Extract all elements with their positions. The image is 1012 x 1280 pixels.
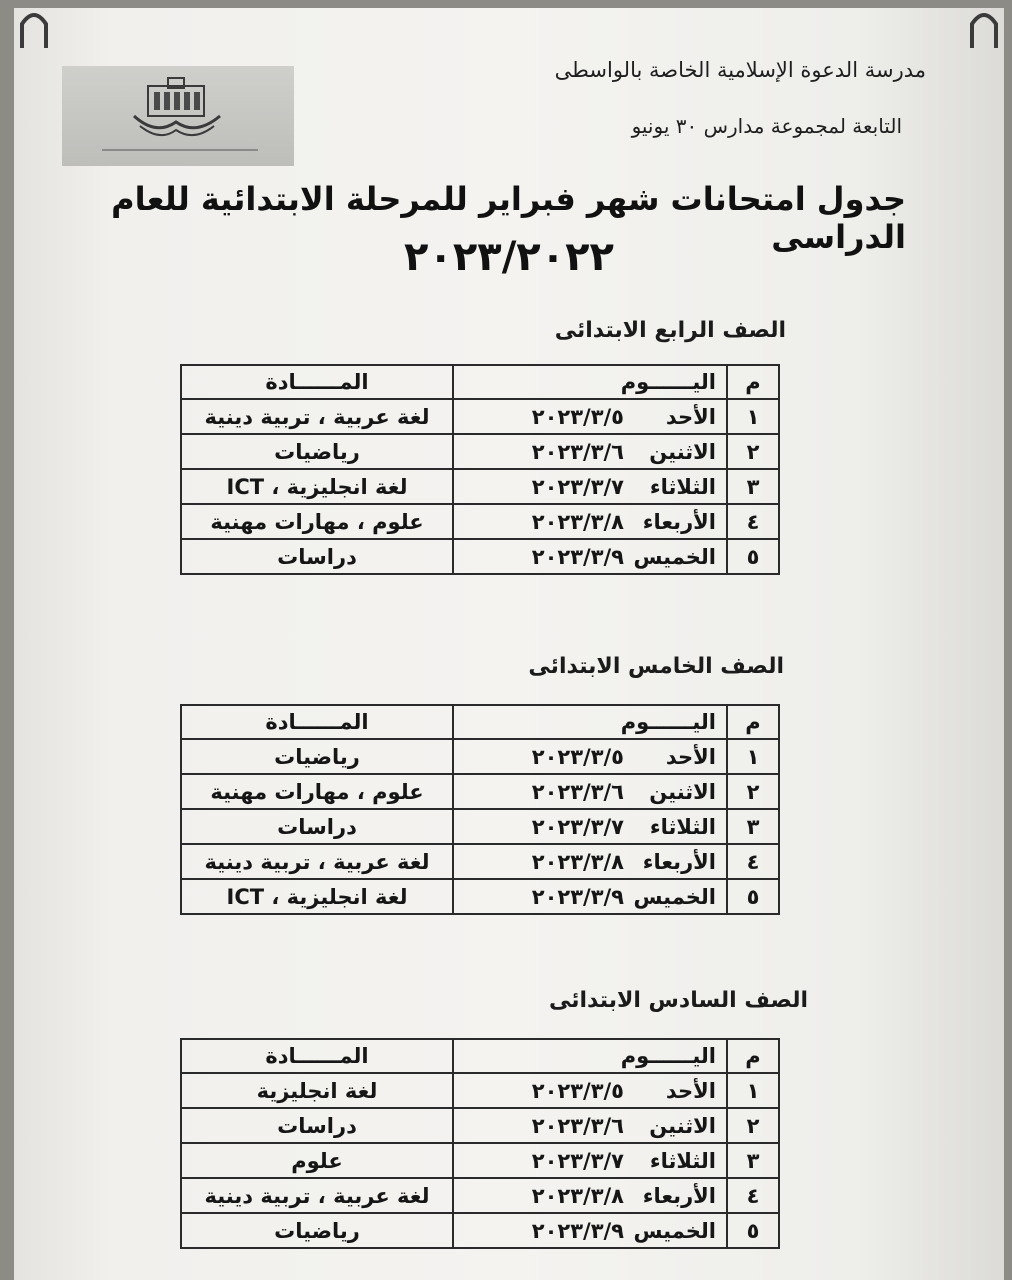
row-number: ٤ bbox=[727, 1178, 779, 1213]
grade-label: الصف الرابع الابتدائى bbox=[554, 318, 786, 343]
exam-date: ٢٠٢٣/٣/٦ bbox=[531, 1113, 624, 1138]
day-name: الخميس bbox=[633, 1218, 716, 1243]
day-name: الثلاثاء bbox=[649, 814, 716, 839]
grade-label: الصف السادس الابتدائى bbox=[548, 988, 808, 1013]
exam-date: ٢٠٢٣/٣/٥ bbox=[531, 744, 624, 769]
school-building-icon bbox=[62, 66, 294, 166]
row-subject: علوم ، مهارات مهنية bbox=[181, 774, 453, 809]
row-day bbox=[453, 469, 727, 504]
row-number: ٤ bbox=[727, 844, 779, 879]
table-row bbox=[181, 1143, 779, 1178]
table-row bbox=[181, 1178, 779, 1213]
row-subject: رياضيات bbox=[181, 739, 453, 774]
day-name: الاثنين bbox=[649, 439, 716, 464]
row-number: ٤ bbox=[727, 504, 779, 539]
exam-date: ٢٠٢٣/٣/٧ bbox=[531, 1148, 624, 1173]
table-row bbox=[181, 504, 779, 539]
punch-hole-decoration-left bbox=[14, 8, 64, 48]
day-name: الأحد bbox=[665, 404, 716, 429]
table-row bbox=[181, 1108, 779, 1143]
column-header-day: اليــــــوم bbox=[453, 365, 727, 399]
day-name: الثلاثاء bbox=[649, 474, 716, 499]
row-number: ٢ bbox=[727, 1108, 779, 1143]
row-day bbox=[453, 844, 727, 879]
row-day bbox=[453, 1143, 727, 1178]
row-number: ٣ bbox=[727, 469, 779, 504]
row-subject: رياضيات bbox=[181, 1213, 453, 1248]
grade-label: الصف الخامس الابتدائى bbox=[528, 654, 784, 679]
exam-date: ٢٠٢٣/٣/٩ bbox=[531, 544, 624, 569]
row-subject: رياضيات bbox=[181, 434, 453, 469]
table-row bbox=[181, 1073, 779, 1108]
row-day bbox=[453, 1073, 727, 1108]
row-subject: لغة انجليزية ، ICT bbox=[181, 469, 453, 504]
exam-date: ٢٠٢٣/٣/٩ bbox=[531, 884, 624, 909]
row-subject: علوم bbox=[181, 1143, 453, 1178]
table-row bbox=[181, 844, 779, 879]
day-name: الاثنين bbox=[649, 779, 716, 804]
table-row bbox=[181, 469, 779, 504]
exam-table-grade-6 bbox=[180, 1038, 780, 1249]
row-subject: دراسات bbox=[181, 1108, 453, 1143]
column-header-num: م bbox=[727, 365, 779, 399]
exam-date: ٢٠٢٣/٣/٨ bbox=[531, 849, 624, 874]
column-header-num: م bbox=[727, 1039, 779, 1073]
row-subject: لغة عربية ، تربية دينية bbox=[181, 844, 453, 879]
school-logo bbox=[62, 66, 294, 166]
table-row bbox=[181, 774, 779, 809]
exam-date: ٢٠٢٣/٣/٨ bbox=[531, 1183, 624, 1208]
row-subject: لغة عربية ، تربية دينية bbox=[181, 399, 453, 434]
row-subject: دراسات bbox=[181, 539, 453, 574]
exam-date: ٢٠٢٣/٣/٦ bbox=[531, 439, 624, 464]
row-day bbox=[453, 1213, 727, 1248]
table-row bbox=[181, 399, 779, 434]
document-title: جدول امتحانات شهر فبراير للمرحلة الابتدائية للعام الدراسى bbox=[111, 180, 906, 256]
exam-date: ٢٠٢٣/٣/٧ bbox=[531, 814, 624, 839]
row-day bbox=[453, 879, 727, 914]
day-name: الأربعاء bbox=[642, 849, 716, 874]
column-header-subject: المــــــادة bbox=[181, 705, 453, 739]
row-number: ٣ bbox=[727, 809, 779, 844]
column-header-num: م bbox=[727, 705, 779, 739]
school-name: مدرسة الدعوة الإسلامية الخاصة بالواسطى bbox=[554, 58, 926, 82]
row-day bbox=[453, 774, 727, 809]
exam-date: ٢٠٢٣/٣/٧ bbox=[531, 474, 624, 499]
row-subject: علوم ، مهارات مهنية bbox=[181, 504, 453, 539]
table-header-row bbox=[181, 1039, 779, 1073]
row-day bbox=[453, 539, 727, 574]
exam-table-grade-4 bbox=[180, 364, 780, 575]
day-name: الأربعاء bbox=[642, 1183, 716, 1208]
row-day bbox=[453, 1108, 727, 1143]
row-day bbox=[453, 399, 727, 434]
row-number: ١ bbox=[727, 1073, 779, 1108]
column-header-day: اليــــــوم bbox=[453, 1039, 727, 1073]
table-row bbox=[181, 809, 779, 844]
school-group: التابعة لمجموعة مدارس ٣٠ يونيو bbox=[631, 114, 902, 138]
exam-date: ٢٠٢٣/٣/٥ bbox=[531, 404, 624, 429]
row-day bbox=[453, 809, 727, 844]
row-day bbox=[453, 739, 727, 774]
exam-table-grade-5 bbox=[180, 704, 780, 915]
exam-date: ٢٠٢٣/٣/٥ bbox=[531, 1078, 624, 1103]
table-row bbox=[181, 539, 779, 574]
academic-year: ٢٠٢٣/٢٠٢٢ bbox=[404, 234, 614, 280]
table-header-row bbox=[181, 365, 779, 399]
row-number: ٢ bbox=[727, 434, 779, 469]
row-day bbox=[453, 504, 727, 539]
day-name: الثلاثاء bbox=[649, 1148, 716, 1173]
exam-date: ٢٠٢٣/٣/٩ bbox=[531, 1218, 624, 1243]
row-number: ٣ bbox=[727, 1143, 779, 1178]
exam-date: ٢٠٢٣/٣/٨ bbox=[531, 509, 624, 534]
row-number: ٥ bbox=[727, 1213, 779, 1248]
row-subject: لغة عربية ، تربية دينية bbox=[181, 1178, 453, 1213]
column-header-day: اليــــــوم bbox=[453, 705, 727, 739]
row-number: ١ bbox=[727, 739, 779, 774]
column-header-subject: المــــــادة bbox=[181, 1039, 453, 1073]
day-name: الأربعاء bbox=[642, 509, 716, 534]
table-row bbox=[181, 879, 779, 914]
punch-hole-decoration-right bbox=[954, 8, 1004, 48]
day-name: الخميس bbox=[633, 884, 716, 909]
table-row bbox=[181, 434, 779, 469]
day-name: الأحد bbox=[665, 1078, 716, 1103]
row-number: ٢ bbox=[727, 774, 779, 809]
day-name: الاثنين bbox=[649, 1113, 716, 1138]
row-number: ٥ bbox=[727, 539, 779, 574]
exam-date: ٢٠٢٣/٣/٦ bbox=[531, 779, 624, 804]
document-page bbox=[14, 8, 1004, 1280]
row-number: ٥ bbox=[727, 879, 779, 914]
table-header-row bbox=[181, 705, 779, 739]
day-name: الخميس bbox=[633, 544, 716, 569]
row-number: ١ bbox=[727, 399, 779, 434]
row-subject: لغة انجليزية bbox=[181, 1073, 453, 1108]
row-day bbox=[453, 1178, 727, 1213]
row-subject: دراسات bbox=[181, 809, 453, 844]
row-day bbox=[453, 434, 727, 469]
day-name: الأحد bbox=[665, 744, 716, 769]
row-subject: لغة انجليزية ، ICT bbox=[181, 879, 453, 914]
table-row bbox=[181, 1213, 779, 1248]
table-row bbox=[181, 739, 779, 774]
column-header-subject: المــــــادة bbox=[181, 365, 453, 399]
